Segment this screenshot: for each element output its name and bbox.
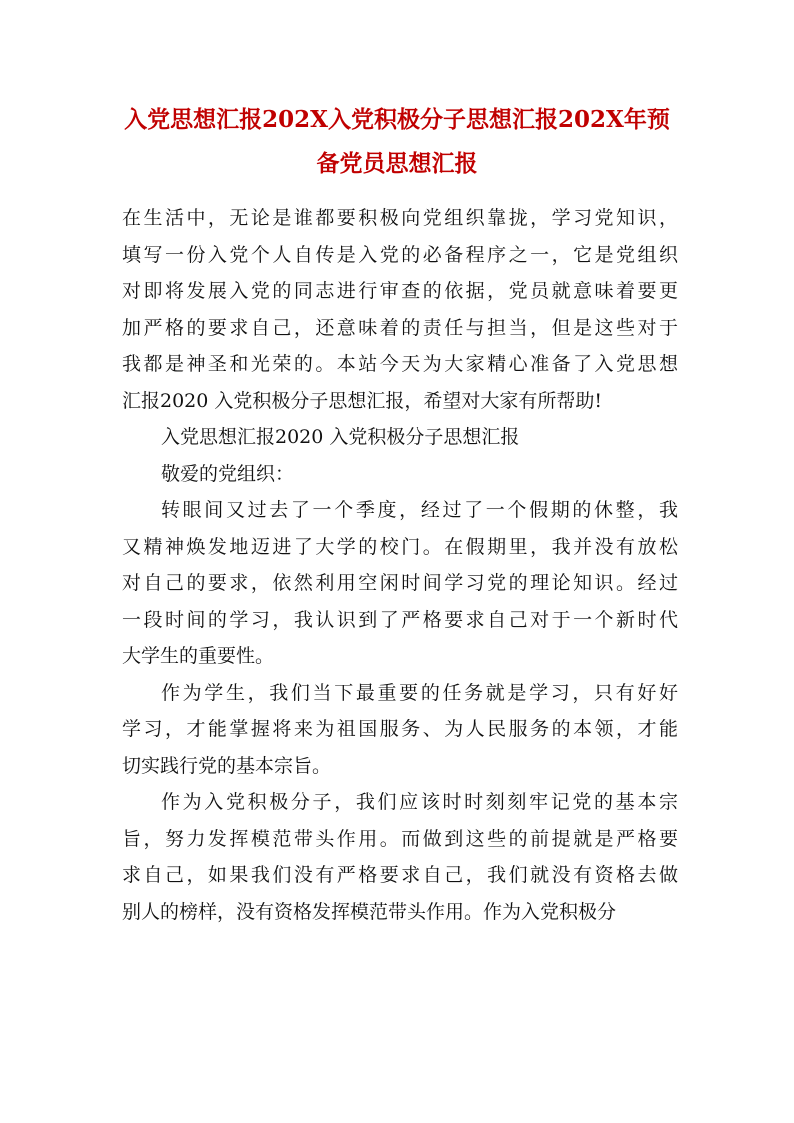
paragraph-line: 别人的榜样，没有资格发挥模范带头作用。作为入党积极分	[122, 900, 617, 923]
title-line-1: 入党思想汇报202X入党积极分子思想汇报202X年预	[124, 106, 670, 133]
paragraph	[122, 456, 678, 493]
paragraph-line: 对自己的要求，依然利用空闲时间学习党的理论知识。经过	[122, 572, 678, 594]
paragraph-line: 学习，才能掌握将来为祖国服务、为人民服务的本领，才能	[122, 718, 678, 740]
document-body	[122, 200, 678, 930]
paragraph-line: 填写一份入党个人自传是入党的必备程序之一，它是党组织	[122, 243, 678, 266]
paragraph-line: 求自己，如果我们没有严格要求自己，我们就没有资格去做	[122, 864, 678, 886]
paragraph-line: 汇报2020 入党积极分子思想汇报，希望对大家有所帮助!	[122, 389, 603, 412]
paragraph	[122, 784, 678, 930]
paragraph-line: 敬爱的党组织：	[161, 462, 295, 485]
paragraph-line: 又精神焕发地迈进了大学的校门。在假期里，我并没有放松	[122, 535, 678, 558]
paragraph-line: 入党思想汇报2020 入党积极分子思想汇报	[161, 426, 520, 448]
title-line-2: 备党员思想汇报	[316, 150, 478, 177]
paragraph-line: 加严格的要求自己，还意味着的责任与担当，但是这些对于	[122, 316, 678, 339]
paragraph-line: 我都是神圣和光荣的。本站今天为大家精心准备了入党思想	[122, 353, 678, 375]
paragraph	[122, 675, 678, 785]
paragraph-line: 旨，努力发挥模范带头作用。而做到这些的前提就是严格要	[122, 827, 678, 850]
paragraph-line: 在生活中，无论是谁都要积极向党组织靠拢，学习党知识，	[122, 207, 678, 229]
document-title	[100, 98, 694, 186]
paragraph-line: 转眼间又过去了一个季度，经过了一个假期的休整，我	[161, 499, 678, 521]
paragraph-line: 作为学生，我们当下最重要的任务就是学习，只有好好	[161, 681, 678, 704]
paragraph	[122, 200, 678, 419]
paragraph	[122, 492, 678, 675]
paragraph	[122, 419, 678, 456]
paragraph-line: 作为入党积极分子，我们应该时时刻刻牢记党的基本宗	[161, 791, 678, 813]
paragraph-line: 切实践行党的基本宗旨。	[122, 754, 332, 777]
paragraph-line: 大学生的重要性。	[122, 645, 275, 667]
paragraph-line: 一段时间的学习，我认识到了严格要求自己对于一个新时代	[122, 608, 678, 631]
paragraph-line: 对即将发展入党的同志进行审查的依据，党员就意味着要更	[122, 280, 678, 302]
